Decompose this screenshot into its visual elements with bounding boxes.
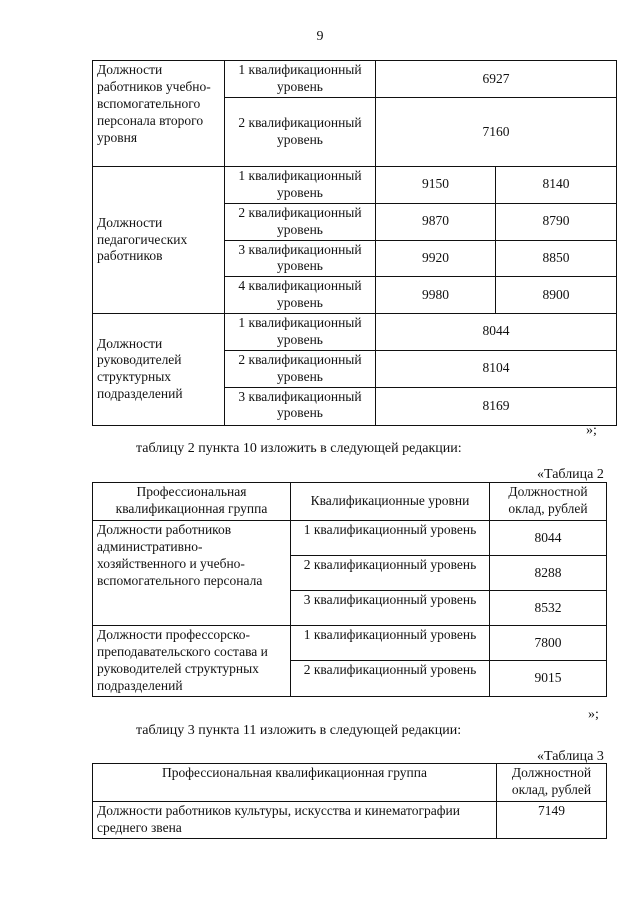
value-cell: 9870	[376, 203, 496, 240]
salary-table-1	[92, 60, 617, 426]
closing-quote-1: »;	[586, 423, 597, 438]
group-name-cell: Должности работников учебно-вспомогательного персонала второго уровня	[93, 61, 225, 167]
level-cell: 2 квалификационный уровень	[291, 556, 490, 591]
level-cell: 1 квалификационный уровень	[291, 626, 490, 661]
group-name-cell: Должности работников культуры, искусства и кинематографии среднего звена	[93, 802, 497, 839]
value-cell: 9015	[490, 661, 607, 697]
closing-quote-2: »;	[588, 707, 599, 722]
value-cell: 7149	[497, 802, 607, 839]
value-cell: 8850	[496, 240, 617, 277]
value-cell: 8532	[490, 591, 607, 626]
level-cell: 2 квалификационный уровень	[291, 661, 490, 697]
group-name-cell: Должности педагогических работников	[93, 167, 225, 314]
value-cell: 8900	[496, 277, 617, 314]
header-salary: Должностной оклад, рублей	[490, 483, 607, 521]
header-group: Профессиональная квалификационная группа	[93, 764, 497, 802]
instruction-paragraph-3: таблицу 3 пункта 11 изложить в следующей редакции:	[136, 723, 462, 738]
level-cell: 1 квалификационный уровень	[291, 521, 490, 556]
header-group: Профессиональная квалификационная группа	[93, 483, 291, 521]
level-cell: 2 квалификационный уровень	[225, 98, 376, 167]
group-name-cell: Должности профессорско-преподавательского состава и руководителей структурных подразделений	[93, 626, 291, 697]
level-cell: 1 квалификационный уровень	[225, 314, 376, 351]
table-row	[93, 521, 607, 556]
value-cell: 9980	[376, 277, 496, 314]
table-3-caption: «Таблица 3	[537, 749, 604, 764]
header-levels: Квалификационные уровни	[291, 483, 490, 521]
salary-table-2	[92, 482, 607, 697]
instruction-paragraph-2: таблицу 2 пункта 10 изложить в следующей редакции:	[136, 441, 462, 456]
value-cell: 8140	[496, 167, 617, 204]
table-row	[93, 802, 607, 839]
value-cell: 8288	[490, 556, 607, 591]
header-salary: Должностной оклад, рублей	[497, 764, 607, 802]
value-cell: 8790	[496, 203, 617, 240]
group-name-cell: Должности работников административно-хозяйственного и учебно-вспомогательного персонала	[93, 521, 291, 626]
value-cell: 8169	[376, 387, 617, 425]
table-header-row	[93, 764, 607, 802]
value-cell: 9150	[376, 167, 496, 204]
value-cell: 8044	[490, 521, 607, 556]
table-row	[93, 167, 617, 204]
table-2-caption: «Таблица 2	[537, 467, 604, 482]
value-cell: 8104	[376, 350, 617, 387]
level-cell: 2 квалификационный уровень	[225, 203, 376, 240]
level-cell: 4 квалификационный уровень	[225, 277, 376, 314]
table-header-row	[93, 483, 607, 521]
level-cell: 3 квалификационный уровень	[225, 387, 376, 425]
level-cell: 2 квалификационный уровень	[225, 350, 376, 387]
value-cell: 8044	[376, 314, 617, 351]
table-row	[93, 626, 607, 661]
value-cell: 7800	[490, 626, 607, 661]
table-row	[93, 61, 617, 98]
table-row	[93, 314, 617, 351]
salary-table-3	[92, 763, 607, 839]
level-cell: 3 квалификационный уровень	[291, 591, 490, 626]
group-name-cell: Должности руководителей структурных подразделений	[93, 314, 225, 426]
page-number: 9	[316, 29, 324, 44]
level-cell: 1 квалификационный уровень	[225, 167, 376, 204]
value-cell: 6927	[376, 61, 617, 98]
value-cell: 9920	[376, 240, 496, 277]
level-cell: 3 квалификационный уровень	[225, 240, 376, 277]
value-cell: 7160	[376, 98, 617, 167]
level-cell: 1 квалификационный уровень	[225, 61, 376, 98]
